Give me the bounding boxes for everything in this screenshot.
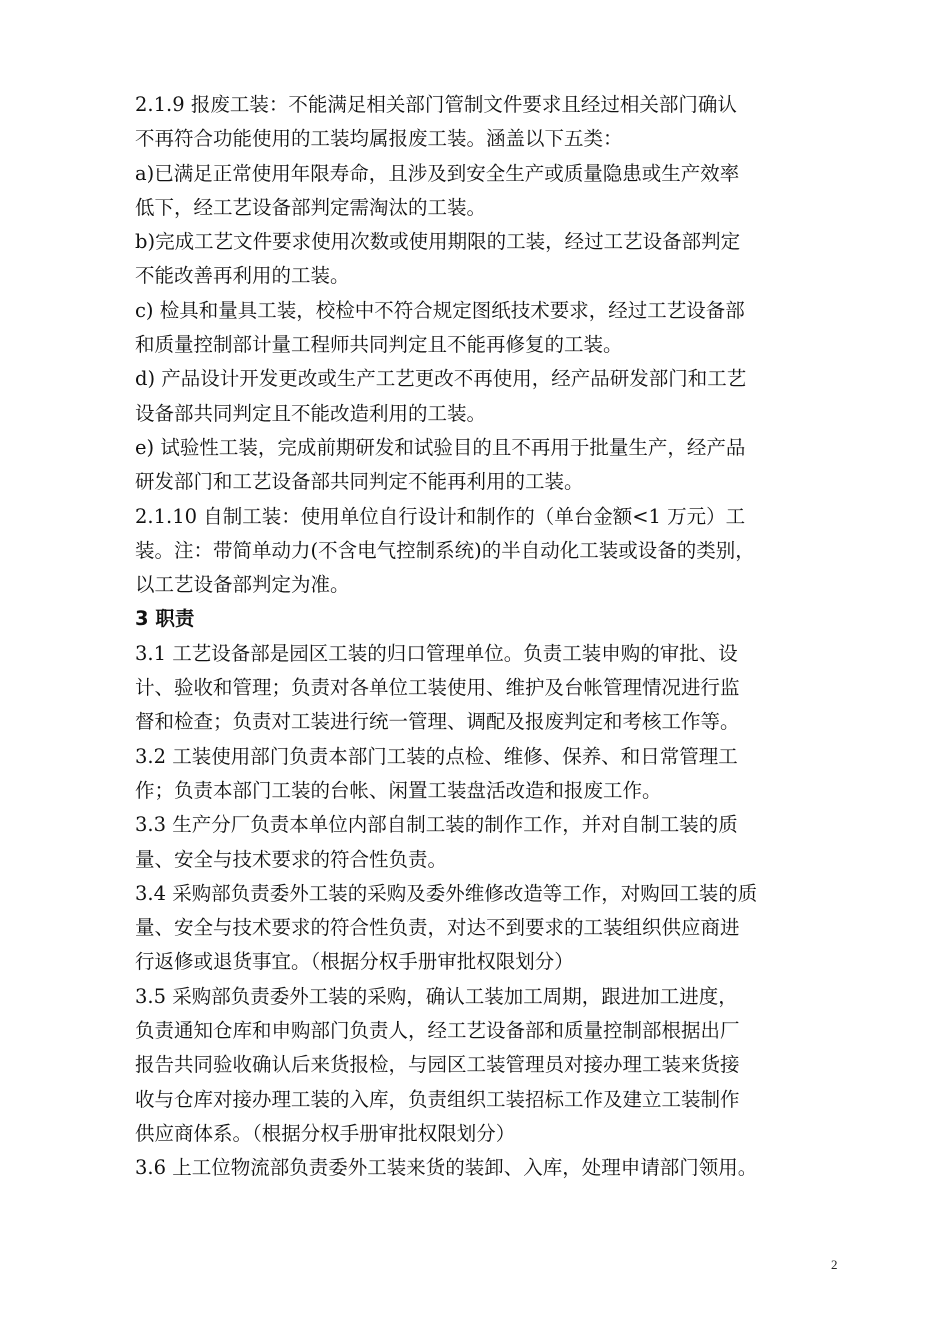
paragraph-item-a [135,157,847,226]
line: c) 检具和量具工装，校检中不符合规定图纸技术要求，经过工艺设备部 [135,298,745,322]
line: 不能改善再利用的工装。 [135,264,350,288]
page-number: 2 [831,1257,838,1272]
line: b)完成工艺文件要求使用次数或使用期限的工装，经过工艺设备部判定 [135,230,741,254]
line: 低下，经工艺设备部判定需淘汰的工装。 [135,195,487,219]
line: 3.5 采购部负责委外工装的采购，确认工装加工周期，跟进加工进度， [135,984,738,1008]
paragraph-3-4 [135,877,847,980]
line: 2.1.9 报废工装：不能满足相关部门管制文件要求且经过相关部门确认 [135,93,737,116]
paragraph-3-3 [135,808,847,877]
line: 不再符合功能使用的工装均属报废工装。涵盖以下五类： [135,127,623,151]
paragraph-3-6 [135,1151,847,1185]
line: 收与仓库对接办理工装的入库，负责组织工装招标工作及建立工装制作 [135,1087,740,1111]
line: 3.1 工艺设备部是园区工装的归口管理单位。负责工装申购的审批、设 [135,641,738,665]
line: 3.6 上工位物流部负责委外工装来货的装卸、入库，处理申请部门领用。 [135,1156,758,1180]
line: 报告共同验收确认后来货报检，与园区工装管理员对接办理工装来货接 [135,1053,740,1077]
page-body [135,88,847,1186]
line: 3.4 采购部负责委外工装的采购及委外维修改造等工作，对购回工装的质 [135,881,758,905]
line: a)已满足正常使用年限寿命，且涉及到安全生产或质量隐患或生产效率 [135,161,740,185]
paragraph-item-d [135,362,847,431]
line: 3.3 生产分厂负责本单位内部自制工装的制作工作，并对自制工装的质 [135,813,738,837]
line: 督和检查；负责对工装进行统一管理、调配及报废判定和考核工作等。 [135,710,740,734]
line: 2.1.10 自制工装：使用单位自行设计和制作的（单台金额<1 万元）工 [135,504,746,528]
line: 负责通知仓库和申购部门负责人，经工艺设备部和质量控制部根据出厂 [135,1019,740,1043]
section-heading: 3 职责 [135,607,195,631]
line: 行返修或退货事宜。（根据分权手册审批权限划分） [135,950,574,974]
paragraph-item-c [135,294,847,363]
line: 供应商体系。（根据分权手册审批权限划分） [135,1121,516,1145]
line: e) 试验性工装，完成前期研发和试验目的且不再用于批量生产，经产品 [135,435,746,459]
paragraph-2-1-9 [135,88,847,157]
line: 量、安全与技术要求的符合性负责。 [135,847,448,871]
line: d) 产品设计开发更改或生产工艺更改不再使用，经产品研发部门和工艺 [135,367,747,391]
paragraph-item-b [135,225,847,294]
line: 设备部共同判定且不能改造利用的工装。 [135,401,487,425]
line: 装。注：带简单动力(不含电气控制系统)的半自动化工装或设备的类别， [135,538,755,562]
line: 研发部门和工艺设备部共同判定不能再利用的工装。 [135,470,584,494]
paragraph-3-2 [135,740,847,809]
paragraph-3-5 [135,980,847,1151]
line: 作；负责本部门工装的台帐、闲置工装盘活改造和报废工作。 [135,778,662,802]
line: 3.2 工装使用部门负责本部门工装的点检、维修、保养、和日常管理工 [135,744,738,768]
line: 和质量控制部计量工程师共同判定且不能再修复的工装。 [135,333,623,357]
line: 以工艺设备部判定为准。 [135,573,350,597]
paragraph-2-1-10 [135,500,847,603]
paragraph-item-e [135,431,847,500]
line: 计、验收和管理；负责对各单位工装使用、维护及台帐管理情况进行监 [135,676,740,700]
paragraph-3-1 [135,637,847,740]
line: 量、安全与技术要求的符合性负责，对达不到要求的工装组织供应商进 [135,916,740,940]
